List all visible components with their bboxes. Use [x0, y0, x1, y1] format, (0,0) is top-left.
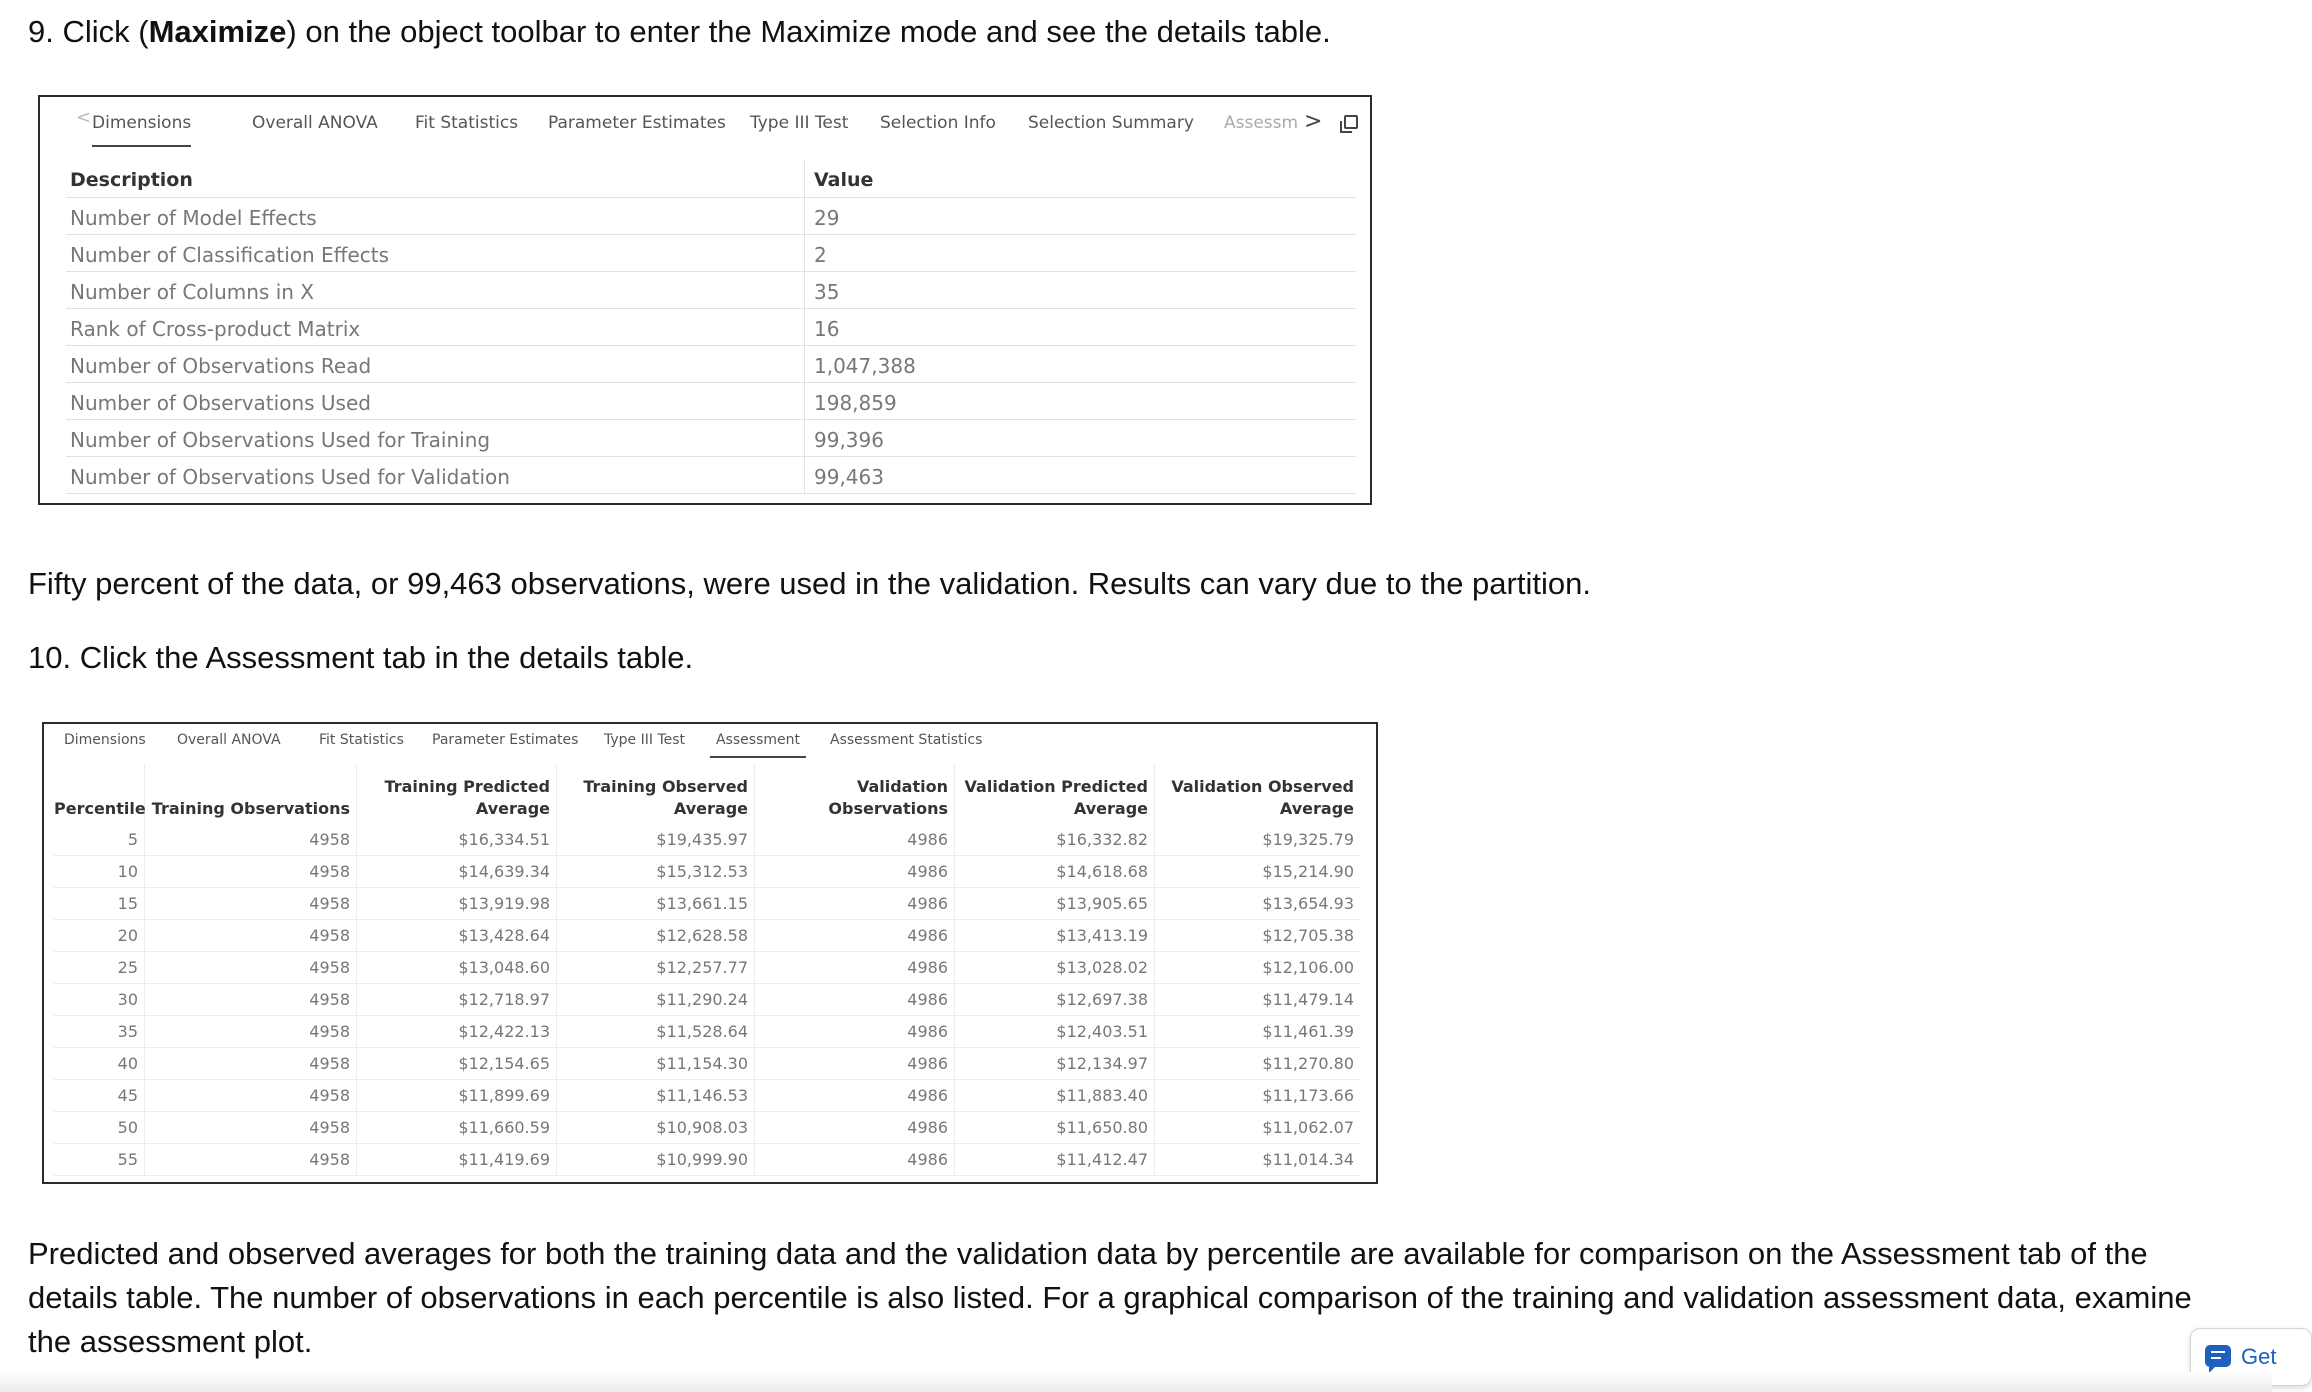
row-value: 2	[814, 243, 827, 267]
cell-training-observed-average: $11,528.64	[656, 1022, 748, 1041]
tab-assessment-statistics[interactable]: Assessment Statistics	[830, 732, 983, 748]
cell-percentile: 35	[117, 1022, 138, 1041]
cell-percentile: 15	[117, 894, 138, 913]
step-9-suffix: ) on the object toolbar to enter the Maximize mode and see the details table.	[286, 14, 1331, 49]
column-header-training-predicted: Training Predicted Average	[384, 777, 550, 818]
row-description: Rank of Cross-product Matrix	[70, 317, 361, 341]
cell-training-predicted-average: $12,154.65	[458, 1054, 550, 1073]
row-description: Number of Columns in X	[70, 280, 314, 304]
row-description: Number of Observations Read	[70, 354, 372, 378]
cell-validation-observations: 4986	[907, 894, 948, 913]
tab-dimensions[interactable]: Dimensions	[64, 732, 146, 748]
cell-validation-observations: 4986	[907, 990, 948, 1009]
cell-validation-observations: 4986	[907, 958, 948, 977]
cell-validation-observations: 4986	[907, 830, 948, 849]
table-row	[54, 952, 1360, 984]
row-description: Number of Observations Used for Training	[70, 428, 491, 452]
cell-training-observed-average: $15,312.53	[656, 862, 748, 881]
cell-validation-observations: 4986	[907, 1022, 948, 1041]
cell-validation-observed-average: $15,214.90	[1262, 862, 1354, 881]
assessment-table-body	[54, 824, 1360, 1176]
cell-percentile: 10	[117, 862, 138, 881]
chat-bubble-icon	[2205, 1345, 2231, 1367]
cell-validation-observations: 4986	[907, 1150, 948, 1169]
table-row	[66, 272, 1356, 309]
cell-training-observed-average: $12,628.58	[656, 926, 748, 945]
table-row	[54, 856, 1360, 888]
cell-training-observed-average: $11,146.53	[656, 1086, 748, 1105]
tab-selection-summary[interactable]: Selection Summary	[1028, 113, 1194, 133]
assessment-paragraph: Predicted and observed averages for both the training data and the validation data by percentile are available for comparison on the Assessment tab of the details table. The number of observations in each percentile is also listed. For a graphical comparison of the training and validation assessment data, examine the assessment plot.	[28, 1236, 2192, 1359]
cell-training-observed-average: $13,661.15	[656, 894, 748, 913]
cell-validation-observed-average: $13,654.93	[1262, 894, 1354, 913]
step-9-prefix: 9. Click (	[28, 14, 149, 49]
page-bottom-shadow	[0, 1372, 2272, 1392]
cell-validation-observations: 4986	[907, 1086, 948, 1105]
cell-validation-predicted-average: $16,332.82	[1056, 830, 1148, 849]
cell-training-observations: 4958	[309, 926, 350, 945]
cell-percentile: 50	[117, 1118, 138, 1137]
cell-training-observations: 4958	[309, 1118, 350, 1137]
cell-training-observations: 4958	[309, 1086, 350, 1105]
row-value: 16	[814, 317, 840, 341]
maximize-icon[interactable]	[1344, 115, 1358, 129]
cell-training-predicted-average: $12,718.97	[458, 990, 550, 1009]
cell-training-observations: 4958	[309, 990, 350, 1009]
cell-training-predicted-average: $16,334.51	[458, 830, 550, 849]
cell-percentile: 30	[117, 990, 138, 1009]
table-row	[66, 198, 1356, 235]
cell-training-observations: 4958	[309, 894, 350, 913]
cell-training-observed-average: $19,435.97	[656, 830, 748, 849]
table-row	[66, 457, 1356, 494]
column-header-percentile: Percentile	[54, 799, 146, 818]
cell-training-observations: 4958	[309, 1150, 350, 1169]
cell-validation-observed-average: $11,062.07	[1262, 1118, 1354, 1137]
step-9-instruction	[28, 10, 1331, 54]
table-row	[54, 1048, 1360, 1080]
cell-validation-predicted-average: $12,134.97	[1056, 1054, 1148, 1073]
cell-validation-predicted-average: $11,650.80	[1056, 1118, 1148, 1137]
cell-validation-observed-average: $12,705.38	[1262, 926, 1354, 945]
cell-percentile: 5	[127, 830, 138, 849]
details-tabs	[44, 724, 1376, 762]
cell-percentile: 55	[117, 1150, 138, 1169]
table-row	[54, 888, 1360, 920]
tab-fit-statistics[interactable]: Fit Statistics	[415, 113, 519, 133]
cell-validation-predicted-average: $14,618.68	[1056, 862, 1148, 881]
cell-training-predicted-average: $14,639.34	[458, 862, 550, 881]
table-header-row	[54, 764, 1360, 824]
cell-training-predicted-average: $11,660.59	[458, 1118, 550, 1137]
tab-assessment-truncated[interactable]: Assessm	[1224, 113, 1299, 133]
table-row	[66, 420, 1356, 457]
cell-training-predicted-average: $11,899.69	[458, 1086, 550, 1105]
column-header-training-observations: Training Observations	[151, 799, 350, 818]
row-description: Number of Observations Used	[70, 391, 371, 415]
column-header-training-observed: Training Observed Average	[583, 777, 748, 818]
table-row	[54, 824, 1360, 856]
validation-paragraph: Fifty percent of the data, or 99,463 observations, were used in the validation. Results can vary due to the partition.	[28, 566, 1591, 601]
cell-training-observations: 4958	[309, 1022, 350, 1041]
cell-training-observations: 4958	[309, 862, 350, 881]
table-row	[54, 920, 1360, 952]
cell-validation-observed-average: $19,325.79	[1262, 830, 1354, 849]
column-header-validation-observed: Validation Observed Average	[1171, 777, 1354, 818]
cell-percentile: 25	[117, 958, 138, 977]
row-description: Number of Observations Used for Validation	[70, 465, 510, 489]
tab-overall-anova[interactable]: Overall ANOVA	[177, 732, 281, 748]
tab-type-iii-test[interactable]: Type III Test	[604, 732, 686, 748]
row-value: 99,463	[814, 465, 884, 489]
cell-percentile: 20	[117, 926, 138, 945]
details-table-assessment	[42, 722, 1378, 1184]
cell-validation-observations: 4986	[907, 1054, 948, 1073]
cell-training-observed-average: $11,290.24	[656, 990, 748, 1009]
table-row	[54, 1080, 1360, 1112]
cell-training-observations: 4958	[309, 830, 350, 849]
cell-training-observed-average: $11,154.30	[656, 1054, 748, 1073]
cell-validation-observations: 4986	[907, 1118, 948, 1137]
cell-training-predicted-average: $13,919.98	[458, 894, 550, 913]
cell-validation-observed-average: $12,106.00	[1262, 958, 1354, 977]
column-header-value: Value	[814, 169, 874, 191]
row-value: 1,047,388	[814, 354, 916, 378]
cell-validation-predicted-average: $11,883.40	[1056, 1086, 1148, 1105]
table-row	[66, 309, 1356, 346]
table-header-row	[66, 161, 1356, 198]
row-description: Number of Classification Effects	[70, 243, 390, 267]
tab-parameter-estimates[interactable]: Parameter Estimates	[548, 113, 726, 133]
step-10-instruction: 10. Click the Assessment tab in the details table.	[28, 640, 694, 675]
row-value: 99,396	[814, 428, 884, 452]
cell-training-predicted-average: $12,422.13	[458, 1022, 550, 1041]
cell-validation-observed-average: $11,461.39	[1262, 1022, 1354, 1041]
table-row	[54, 1016, 1360, 1048]
cell-validation-observed-average: $11,014.34	[1262, 1150, 1354, 1169]
cell-training-observed-average: $10,908.03	[656, 1118, 748, 1137]
cell-validation-predicted-average: $11,412.47	[1056, 1150, 1148, 1169]
cell-training-predicted-average: $13,428.64	[458, 926, 550, 945]
cell-validation-observed-average: $11,270.80	[1262, 1054, 1354, 1073]
cell-validation-observed-average: $11,173.66	[1262, 1086, 1354, 1105]
tab-parameter-estimates[interactable]: Parameter Estimates	[432, 732, 579, 748]
row-value: 35	[814, 280, 840, 304]
row-description: Number of Model Effects	[70, 206, 317, 230]
chat-button-label: Get	[2241, 1344, 2277, 1369]
cell-training-observed-average: $10,999.90	[656, 1150, 748, 1169]
cell-training-observations: 4958	[309, 958, 350, 977]
tab-assessment[interactable]: Assessment	[710, 732, 806, 758]
cell-training-predicted-average: $11,419.69	[458, 1150, 550, 1169]
tab-overall-anova[interactable]: Overall ANOVA	[252, 113, 378, 133]
details-table-dimensions	[38, 95, 1372, 505]
cell-training-predicted-average: $13,048.60	[458, 958, 550, 977]
cell-training-observed-average: $12,257.77	[656, 958, 748, 977]
cell-validation-predicted-average: $13,905.65	[1056, 894, 1148, 913]
table-row	[66, 346, 1356, 383]
dimensions-table	[66, 161, 1356, 494]
column-header-validation-predicted: Validation Predicted Average	[964, 777, 1148, 818]
table-row	[54, 1112, 1360, 1144]
table-row	[66, 235, 1356, 272]
tab-fit-statistics[interactable]: Fit Statistics	[319, 732, 404, 748]
row-value: 198,859	[814, 391, 897, 415]
column-header-description: Description	[70, 169, 193, 191]
tab-type-iii-test[interactable]: Type III Test	[750, 113, 849, 133]
tab-dimensions[interactable]: Dimensions	[92, 113, 191, 147]
cell-validation-predicted-average: $12,403.51	[1056, 1022, 1148, 1041]
table-row	[66, 383, 1356, 420]
cell-validation-observed-average: $11,479.14	[1262, 990, 1354, 1009]
column-header-validation-observations: Validation Observations	[828, 777, 948, 818]
details-tabs	[40, 97, 1370, 149]
assessment-table	[54, 764, 1360, 1176]
cell-percentile: 40	[117, 1054, 138, 1073]
step-9-maximize-label: Maximize	[148, 14, 287, 49]
row-value: 29	[814, 206, 840, 230]
table-row	[54, 1144, 1360, 1176]
cell-validation-predicted-average: $13,413.19	[1056, 926, 1148, 945]
table-row	[54, 984, 1360, 1016]
cell-validation-predicted-average: $13,028.02	[1056, 958, 1148, 977]
tab-selection-info[interactable]: Selection Info	[880, 113, 996, 133]
cell-training-observations: 4958	[309, 1054, 350, 1073]
cell-validation-observations: 4986	[907, 862, 948, 881]
cell-validation-observations: 4986	[907, 926, 948, 945]
tabs-scroll-right-icon[interactable]: >	[1304, 109, 1323, 134]
cell-percentile: 45	[117, 1086, 138, 1105]
tabs-scroll-left-icon[interactable]: <	[76, 107, 92, 128]
cell-validation-predicted-average: $12,697.38	[1056, 990, 1148, 1009]
